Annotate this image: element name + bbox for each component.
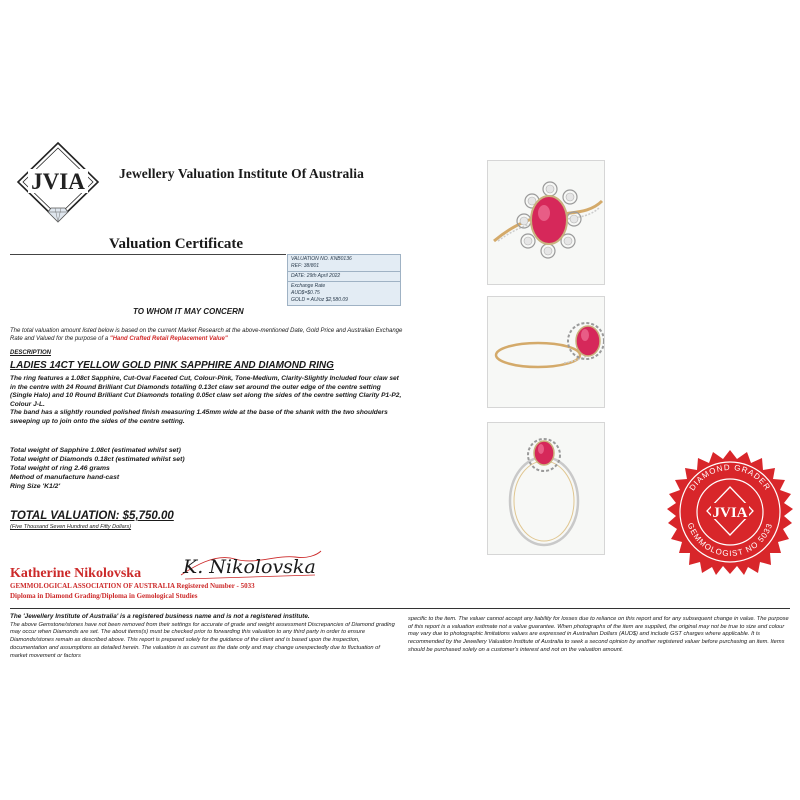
diamond-icon xyxy=(48,208,68,222)
signer-name: Katherine Nikolovska xyxy=(10,566,142,581)
ring-photo-side xyxy=(487,296,605,408)
seal-bottom-text: GEMMOLOGIST NO 5033 xyxy=(685,521,775,559)
description-heading: DESCRIPTION xyxy=(10,350,52,356)
reference-number: REF: 38/801 xyxy=(291,263,320,269)
exchange-rate-cell xyxy=(288,282,400,305)
valuation-date: DATE: 29th April 2022 xyxy=(291,273,341,279)
spec-diamond-weight: Total weight of Diamonds 0.18ct (estimated whilst set) xyxy=(10,456,185,463)
total-valuation-words: (Five Thousand Seven Hundred and Fifty Dollars) xyxy=(10,524,132,530)
diamond-grader-seal xyxy=(667,449,793,575)
certificate-title: Valuation Certificate xyxy=(109,236,244,252)
ring-photo-top xyxy=(487,422,605,555)
ring-photo-front xyxy=(487,160,605,285)
intro-paragraph xyxy=(10,327,405,343)
footer-right-text: specific to the item. The valuer cannot accept any liability for losses due to reliance on this report and for any subsequent change in value. The purpose of this report is a valuation estimate not a value guarantee. When photographs of the item are supplied, the original may not be true to size and colour may vary due to photographic limitations values are expressed in Australian Dollars (AUD$) and include GST charges where applicable. It is recommended by the Jewellery Valuation Institute of Australia to seek a second opinion by another registered valuer before purchasing an item. Items should be purchased solely on a customer's interest and not on the valuation amount. xyxy=(408,616,789,653)
jvia-logo xyxy=(14,140,102,230)
intro-text: The total valuation amount listed below is based on the current Market Research at the above-mentioned Date, Gold Price and Australian Exchange Rate and Valued for the purpose of a xyxy=(10,328,403,342)
item-specs xyxy=(10,446,185,491)
total-valuation: TOTAL VALUATION: $5,750.00 xyxy=(10,510,174,522)
footer-left xyxy=(10,613,395,660)
signer-diploma: Diploma in Diamond Grading/Diploma in Gemological Studies xyxy=(10,592,198,600)
description-paragraph-1: The ring features a 1.08ct Sapphire, Cut-Oval Faceted Cut, Colour-Pink, Tone-Medium, Clarity-Slightly Included four claw set in the centre with 24 Round Brilliant Cut Diamonds totalling 0.13ct claw set around the outer edge of the centre setting (Single Halo) and 10 Round Brilliant Cut Diamonds totaling 0.05ct claw set along the sides of the centre setting Clarity P1-P2, Colour J-L. xyxy=(10,375,402,408)
signer-association: GEMMOLOGICAL ASSOCIATION OF AUSTRALIA Registered Number - 5033 xyxy=(10,582,255,590)
item-description xyxy=(10,375,402,427)
description-paragraph-2: The band has a slightly rounded polished finish measuring 1.45mm wide at the base of the shank with the two shoulders sweeping up to join onto the sides of the centre setting. xyxy=(10,409,388,425)
to-whom-heading: TO WHOM IT MAY CONCERN xyxy=(133,307,244,316)
valuation-number-cell xyxy=(288,255,400,272)
signature-text: K. Nikolovska xyxy=(183,556,316,578)
spec-ring-size: Ring Size 'K1/2' xyxy=(10,483,61,490)
spec-ring-weight: Total weight of ring 2.46 grams xyxy=(10,465,110,472)
seal-top-text: DIAMOND GRADER xyxy=(687,462,773,493)
logo-text: JVIA xyxy=(31,169,85,194)
spec-manufacture-method: Method of manufacture hand-cast xyxy=(10,474,120,481)
valuation-meta-box xyxy=(287,254,401,306)
spec-sapphire-weight: Total weight of Sapphire 1.08ct (estimated whilst set) xyxy=(10,447,181,454)
aud-rate: AUD$=$0.75 xyxy=(291,290,320,296)
footer-divider xyxy=(10,608,790,609)
signature xyxy=(175,545,325,583)
institute-name: Jewellery Valuation Institute Of Australia xyxy=(119,166,364,181)
item-title: LADIES 14CT YELLOW GOLD PINK SAPPHIRE AND DIAMOND RING xyxy=(10,360,334,371)
valuation-number: VALUATION NO. KNB0136 xyxy=(291,256,352,262)
footer-disclaimer-lead: The 'Jewellery Institute of Australia' is a registered business name and is not a registered institute. xyxy=(10,613,310,620)
title-divider xyxy=(10,254,286,255)
valuation-purpose: "Hand Crafted Retail Replacement Value" xyxy=(109,336,228,342)
date-cell xyxy=(288,272,400,282)
exchange-rate-label: Exchange Rate xyxy=(291,283,326,289)
seal-center-text: JVIA xyxy=(712,505,748,521)
gold-rate: GOLD = AU/oz $2,580.09 xyxy=(291,297,348,303)
footer-left-text: The above Gemstone/stones have not been removed from their settings for accurate of grade and weight assessment Discrepancies of Diamond grading may occur when Diamonds are set. The about items(s) must be checked prior to forwarding this valuation to any third party in order to ensure Diamonds/stones remain as described above. This report is prepared solely for the guidance of the client and is based upon the inspection, documentation and assumptions as detailed herein. The valuation is as current as the date only and may change unexpectedly due to fluctuation of market movement or factors xyxy=(10,621,395,659)
